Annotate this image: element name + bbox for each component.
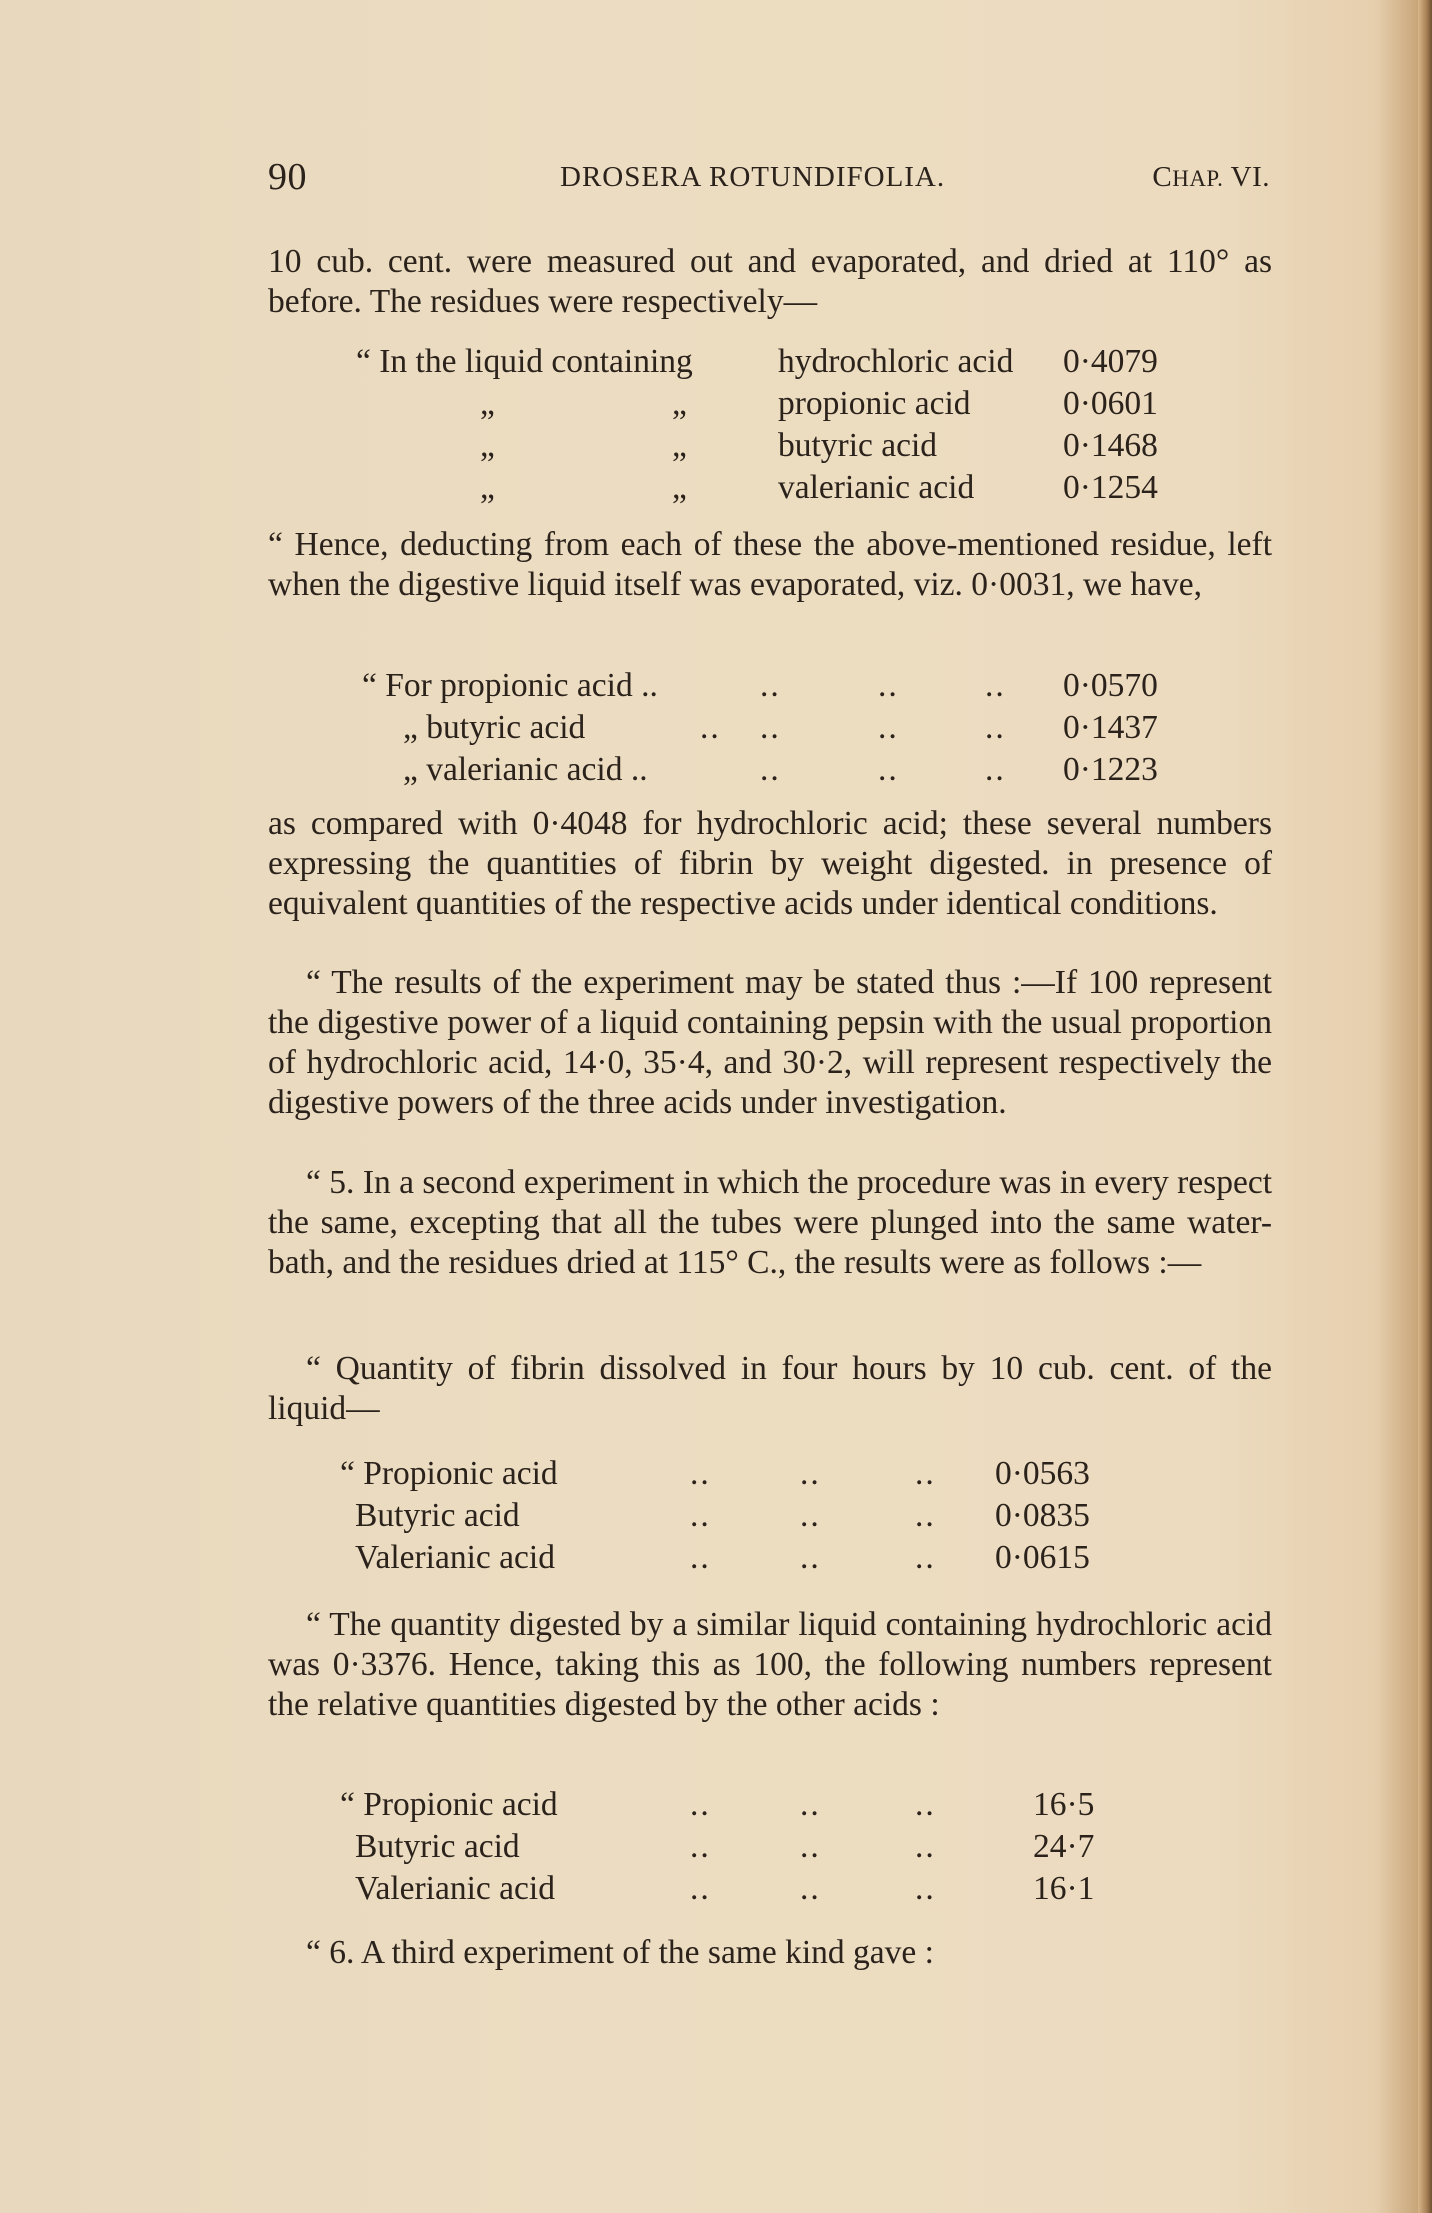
ditto-mark: „ [480, 469, 495, 506]
chapter-num: VI. [1223, 161, 1270, 193]
leader-dots: .. [690, 1497, 711, 1534]
acid-label: “ Propionic acid [340, 1455, 558, 1492]
table-row [0, 1497, 1432, 1537]
residue-value: 0·1254 [1063, 469, 1158, 506]
relative-value: 16·1 [1033, 1870, 1095, 1907]
leader-dots: .. [800, 1455, 821, 1492]
leader-dots: .. [915, 1455, 936, 1492]
paragraph-1 [268, 242, 1272, 322]
acid-name: propionic acid [778, 385, 971, 422]
chapter-label [1152, 161, 1270, 194]
acid-label: Valerianic acid [355, 1539, 555, 1576]
leader-dots: .. [878, 709, 899, 746]
leader-dots: .. [800, 1497, 821, 1534]
ditto-mark: „ [672, 469, 687, 506]
acid-label: Valerianic acid [355, 1870, 555, 1907]
acid-label: “ For propionic acid .. [362, 667, 658, 704]
leader-dots: .. [878, 667, 899, 704]
table-row [0, 1828, 1432, 1868]
leader-dots: .. [690, 1455, 711, 1492]
leader-dots: .. [915, 1786, 936, 1823]
acid-label: „ butyric acid [403, 709, 586, 746]
table-row [0, 1539, 1432, 1579]
leader-dots: .. [878, 751, 899, 788]
relative-value: 24·7 [1033, 1828, 1095, 1865]
ditto-mark: „ [672, 385, 687, 422]
paragraph-4 [268, 963, 1272, 1123]
relative-value: 16·5 [1033, 1786, 1095, 1823]
paragraph-text: “ 6. A third experiment of the same kind gave : [306, 1934, 934, 1971]
acid-name: butyric acid [778, 427, 938, 464]
table-row [0, 343, 1432, 383]
paragraph-7 [268, 1605, 1272, 1725]
leader-dots: .. [690, 1786, 711, 1823]
residue-value: 0·1468 [1063, 427, 1158, 464]
row-lead: “ In the liquid containing [356, 343, 693, 380]
paragraph-6 [268, 1349, 1272, 1429]
fibrin-value: 0·0615 [995, 1539, 1090, 1576]
leader-dots: .. [690, 1870, 711, 1907]
fibrin-value: 0·0563 [995, 1455, 1090, 1492]
paragraph-8 [268, 1933, 1272, 1973]
leader-dots: .. [700, 709, 721, 746]
table-row [0, 1786, 1432, 1826]
residue-value: 0·0601 [1063, 385, 1158, 422]
paragraph-text: 10 cub. cent. were measured out and evaporated, and dried at 110° as before. The residues were respectively— [268, 243, 1272, 320]
leader-dots: .. [760, 667, 781, 704]
fibrin-value: 0·0835 [995, 1497, 1090, 1534]
paragraph-text: as compared with 0·4048 for hydrochloric acid; these several numbers expressing the quantities of fibrin by weight digested. in presence of equivalent quantities of the respective acids under identical conditions. [268, 805, 1272, 922]
acid-label: “ Propionic acid [340, 1786, 558, 1823]
paragraph-text: “ Quantity of fibrin dissolved in four hours by 10 cub. cent. of the liquid— [268, 1350, 1272, 1427]
table-row [0, 1870, 1432, 1910]
leader-dots: .. [800, 1786, 821, 1823]
paragraph-5 [268, 1163, 1272, 1283]
paragraph-text: “ The results of the experiment may be stated thus :—If 100 represent the digestive power of a liquid containing pepsin with the usual proportion of hydrochloric acid, 14·0, 35·4, and 30·2, will represent respectively the digestive powers of the three acids under investigation. [268, 964, 1272, 1121]
net-value: 0·1437 [1063, 709, 1158, 746]
leader-dots: .. [690, 1828, 711, 1865]
ditto-mark: „ [672, 427, 687, 464]
paragraph-3 [268, 804, 1272, 924]
acid-label: Butyric acid [355, 1497, 520, 1534]
leader-dots: .. [985, 667, 1006, 704]
paragraph-text: “ Hence, deducting from each of these the above-mentioned residue, left when the digestive liquid itself was evaporated, viz. 0·0031, we have, [268, 526, 1272, 603]
leader-dots: .. [760, 709, 781, 746]
ditto-mark: „ [480, 427, 495, 464]
table-row [0, 427, 1432, 467]
leader-dots: .. [915, 1828, 936, 1865]
paragraph-text: “ 5. In a second experiment in which the procedure was in every respect the same, excepting that all the tubes were plunged into the same water-bath, and the residues dried at 115° C., the results were as follows :— [268, 1164, 1272, 1281]
table-row [0, 1455, 1432, 1495]
leader-dots: .. [985, 751, 1006, 788]
chapter-cap: C [1152, 161, 1173, 193]
table-row [0, 751, 1432, 791]
table-row [0, 385, 1432, 425]
leader-dots: .. [690, 1539, 711, 1576]
acid-label: „ valerianic acid .. [403, 751, 648, 788]
page-number: 90 [268, 156, 307, 198]
paragraph-2 [268, 525, 1272, 605]
acid-name: valerianic acid [778, 469, 975, 506]
net-value: 0·0570 [1063, 667, 1158, 704]
leader-dots: .. [915, 1497, 936, 1534]
residue-value: 0·4079 [1063, 343, 1158, 380]
table-row [0, 667, 1432, 707]
running-header [268, 155, 1270, 205]
acid-name: hydrochloric acid [778, 343, 1014, 380]
leader-dots: .. [915, 1539, 936, 1576]
leader-dots: .. [915, 1870, 936, 1907]
acid-label: Butyric acid [355, 1828, 520, 1865]
table-row [0, 709, 1432, 749]
leader-dots: .. [800, 1828, 821, 1865]
leader-dots: .. [800, 1870, 821, 1907]
ditto-mark: „ [480, 385, 495, 422]
leader-dots: .. [800, 1539, 821, 1576]
paragraph-text: “ The quantity digested by a similar liquid containing hydrochloric acid was 0·3376. Hence, taking this as 100, the following numbers represent the relative quantities digested by the other acids : [268, 1606, 1272, 1723]
table-row [0, 469, 1432, 509]
running-title: DROSERA ROTUNDIFOLIA. [560, 161, 946, 193]
leader-dots: .. [760, 751, 781, 788]
net-value: 0·1223 [1063, 751, 1158, 788]
leader-dots: .. [985, 709, 1006, 746]
chapter-small: HAP. [1172, 166, 1224, 191]
